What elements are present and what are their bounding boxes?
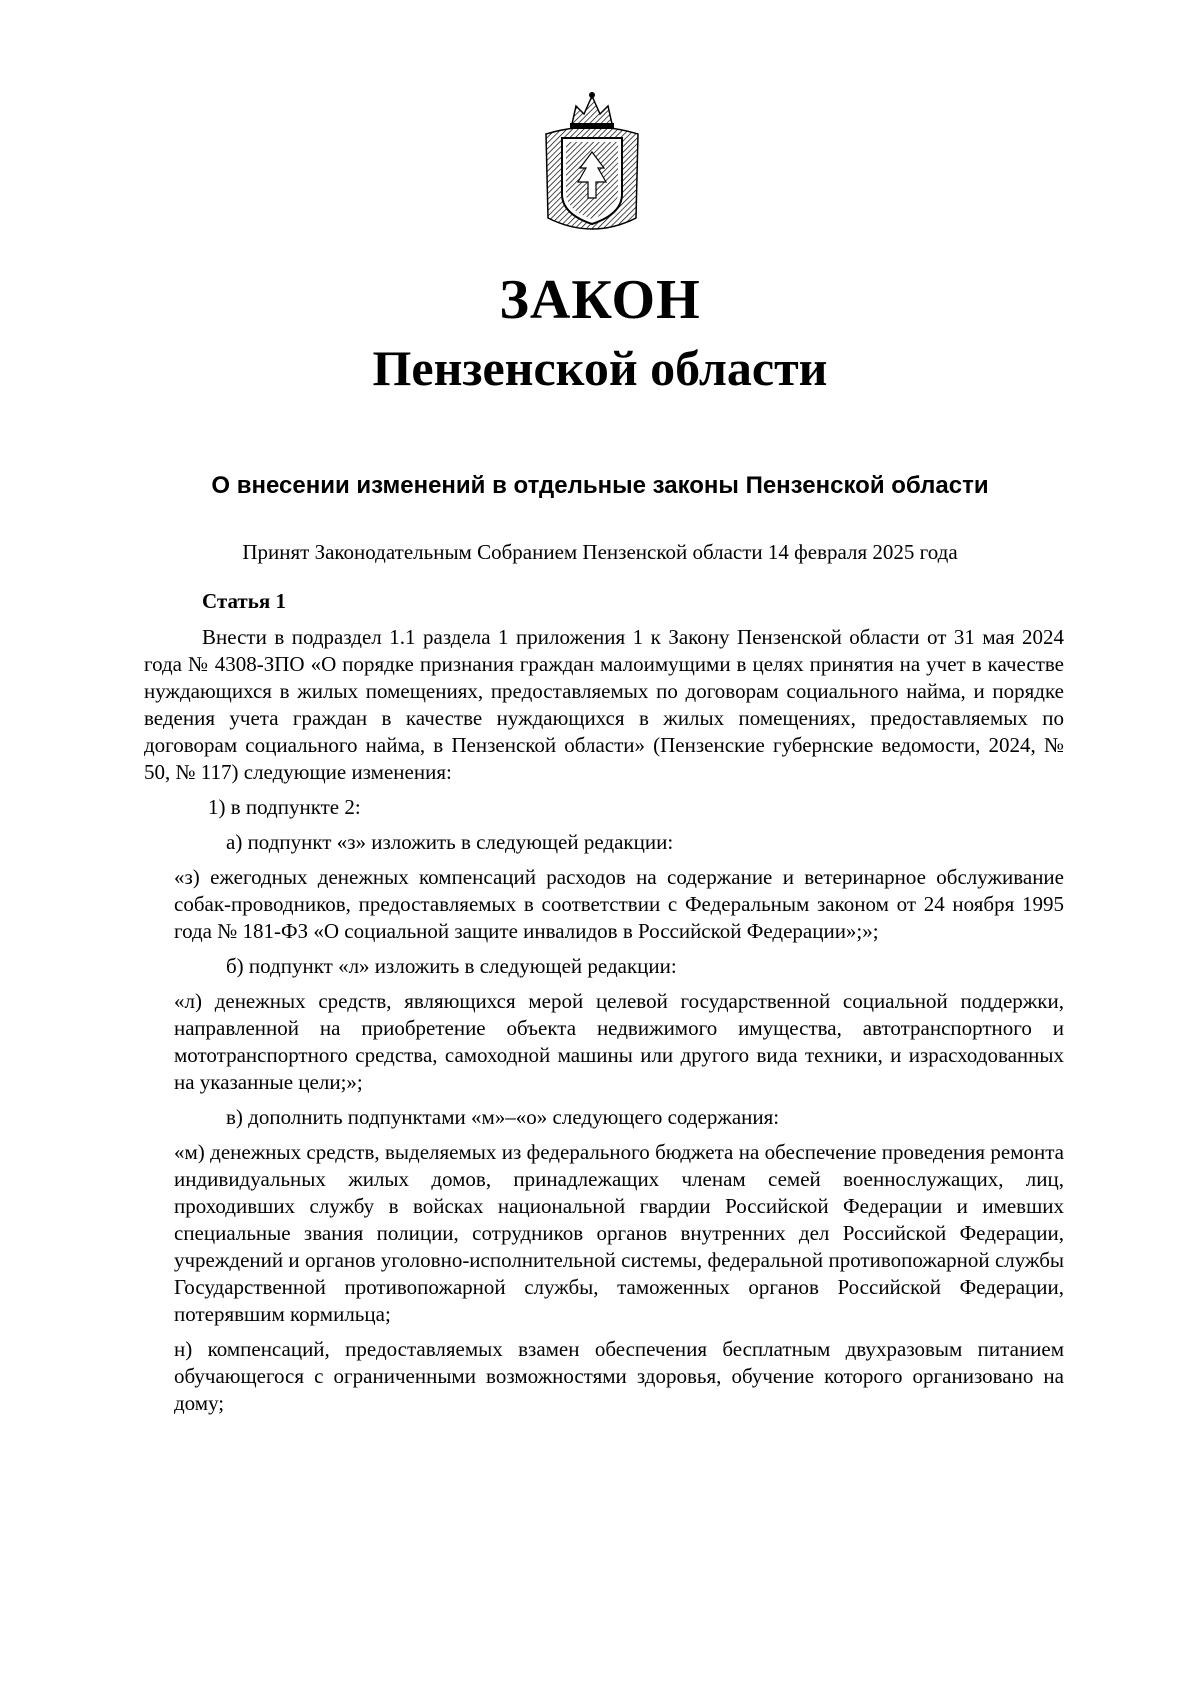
list-item-v: в) дополнить подпунктами «м»–«о» следующего содержания:	[226, 1105, 780, 1129]
law-title: ЗАКОН	[499, 269, 701, 331]
article-intro-paragraph: Внести в подраздел 1.1 раздела 1 приложения 1 к Закону Пензенской области от 31 мая 2024 года № 4308-ЗПО «О порядке признания граждан малоимущими в целях принятия на учет в качестве нуждающихся в жилых помещениях, предоставляемых по договорам социального найма, и порядке ведения учета граждан в качестве нуждающихся в жилых помещениях, предоставляемых по договорам социального найма, в Пензенской области» (Пензенские губернские ведомости, 2024, № 50, № 117) следующие изменения:	[144, 625, 1064, 784]
quoted-subparagraph-m: «м) денежных средств, выделяемых из федерального бюджета на обеспечение проведения ремонта индивидуальных жилых домов, принадлежащих членам семей военнослужащих, лиц, проходивших службу в войсках национальной гвардии Российской Федерации и имевших специальные звания полиции, сотрудников органов внутренних дел Российской Федерации, учреждений и органов уголовно-исполнительной системы, федеральной противопожарной службы Государственной противопожарной службы, таможенных органов Российской Федерации, потерявшим кормильца;	[174, 1140, 1064, 1326]
quoted-subparagraph-z: «з) ежегодных денежных компенсаций расходов на содержание и ветеринарное обслуживание собак-проводников, предоставляемых в соответствии с Федеральным законом от 24 ноября 1995 года № 181-ФЗ «О социальной защите инвалидов в Российской Федерации»;»;	[174, 865, 1064, 943]
law-region: Пензенской области	[372, 340, 828, 396]
quoted-subparagraph-l: «л) денежных средств, являющихся мерой целевой государственной социальной поддержки, направленной на приобретение объекта недвижимого имущества, автотранспортного и мототранспортного средства, самоходной машины или другого вида техники, и израсходованных на указанные цели;»;	[174, 989, 1064, 1094]
quoted-subparagraph-n: н) компенсаций, предоставляемых взамен обеспечения бесплатным двухразовым питанием обучающегося с ограниченными возможностями здоровья, обучение которого организовано на дому;	[174, 1337, 1064, 1415]
list-item-b: б) подпункт «л» изложить в следующей редакции:	[226, 954, 677, 978]
adoption-note: Принят Законодательным Собранием Пензенской области 14 февраля 2025 года	[242, 540, 958, 564]
list-item-1: 1) в подпункте 2:	[208, 795, 361, 819]
coat-of-arms-icon	[532, 90, 652, 240]
article-heading: Статья 1	[202, 589, 286, 613]
law-subject-heading: О внесении изменений в отдельные законы Пензенской области	[211, 472, 989, 499]
list-item-a: а) подпункт «з» изложить в следующей редакции:	[226, 830, 674, 854]
article-body	[144, 588, 1064, 1425]
